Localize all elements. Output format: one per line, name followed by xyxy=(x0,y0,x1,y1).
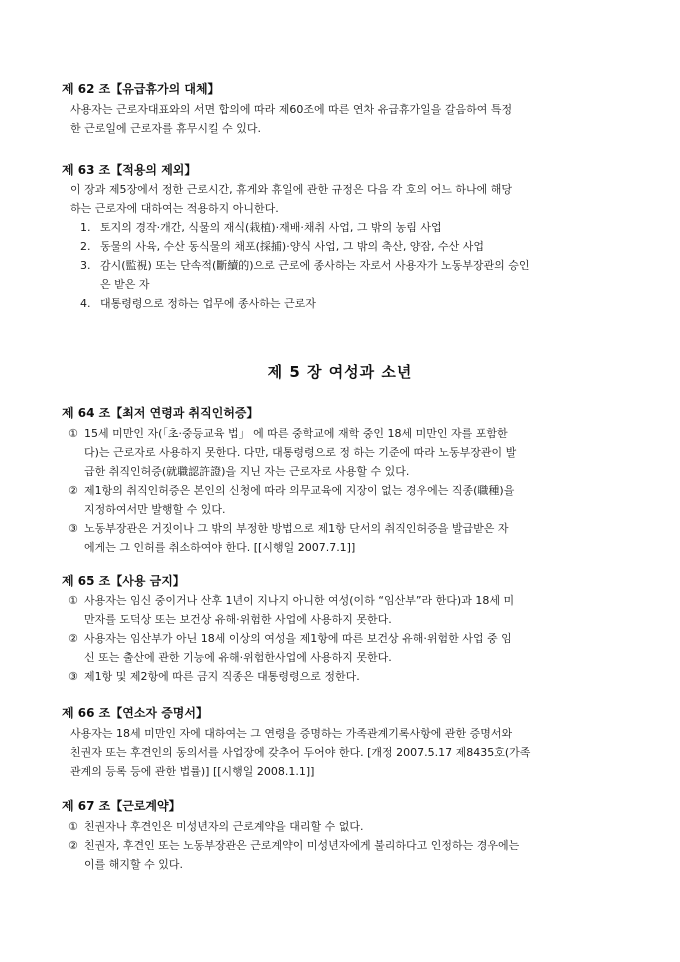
article-heading: 제 65 조【사용 금지】 xyxy=(62,574,185,588)
item-line: 다)는 근로자로 사용하지 못한다. 다만, 대통령령으로 정 하는 기준에 따라 노동부장관이 발 xyxy=(84,446,517,459)
article-heading: 제 64 조【최저 연령과 취직인허증】 xyxy=(62,406,259,420)
article-body xyxy=(70,724,632,781)
item-line: 노동부장관은 거짓이나 그 밖의 부정한 방법으로 제1항 단서의 취직인허증을 발급받은 자 xyxy=(84,522,509,535)
item-number: ② xyxy=(68,484,78,497)
body-line: 한 근로일에 근로자를 휴무시킬 수 있다. xyxy=(70,122,261,135)
item-number: ② xyxy=(68,632,78,645)
item-line: 감시(監視) 또는 단속적(斷續的)으로 근로에 종사하는 자로서 사용자가 노동부장관의 승인 xyxy=(100,259,530,272)
list-item xyxy=(62,294,632,313)
list-item xyxy=(62,817,632,836)
article-67 xyxy=(62,797,632,874)
article-body xyxy=(70,180,632,218)
list-item xyxy=(62,667,632,686)
item-line: 제1항의 취직인허증은 본인의 신청에 따라 의무교육에 지장이 없는 경우에는 직종(職種)을 xyxy=(84,484,515,497)
article-heading: 제 67 조【근로계약】 xyxy=(62,799,181,813)
item-line: 급한 취직인허증(就職認許證)을 지닌 자는 근로자로 사용할 수 있다. xyxy=(84,465,410,478)
chapter-title: 제 5 장 여성과 소년 xyxy=(267,363,413,381)
item-line: 친권자나 후견인은 미성년자의 근로계약을 대리할 수 없다. xyxy=(84,820,364,833)
article-heading: 제 63 조【적용의 제외】 xyxy=(62,163,197,177)
list-item xyxy=(62,629,632,667)
list-item xyxy=(62,836,632,874)
item-line: 친권자, 후견인 또는 노동부장관은 근로계약이 미성년자에게 불리하다고 인정하는 경우에는 xyxy=(84,839,520,852)
article-63 xyxy=(62,161,632,313)
item-line: 사용자는 임산부가 아닌 18세 이상의 여성을 제1항에 따른 보건상 유해·위험한 사업 중 임 xyxy=(84,632,512,645)
body-line: 사용자는 근로자대표와의 서면 합의에 따라 제60조에 따른 연차 유급휴가일을 갈음하여 특정 xyxy=(70,103,513,116)
item-number: ① xyxy=(68,427,78,440)
body-line: 이 장과 제5장에서 정한 근로시간, 휴게와 휴일에 관한 규정은 다음 각 호의 어느 하나에 해당 xyxy=(70,183,512,196)
item-line: 동물의 사육, 수산 동식물의 채포(採捕)·양식 사업, 그 밖의 축산, 양잠, 수산 사업 xyxy=(100,240,485,253)
item-line: 제1항 및 제2항에 따른 금지 직종은 대통령령으로 정한다. xyxy=(84,670,360,683)
list-item xyxy=(62,237,632,256)
item-line: 15세 미만인 자(「초·중등교육 법」 에 따른 중학교에 재학 중인 18세 미만인 자를 포함한 xyxy=(84,427,508,440)
list-item xyxy=(62,218,632,237)
item-number: ① xyxy=(68,820,78,833)
article-64 xyxy=(62,404,632,557)
item-number: 2. xyxy=(80,240,91,253)
item-line: 지정하여서만 발행할 수 있다. xyxy=(84,503,226,516)
item-number: ③ xyxy=(68,670,78,683)
item-line: 은 받은 자 xyxy=(100,278,150,291)
item-line: 대통령령으로 정하는 업무에 종사하는 근로자 xyxy=(100,297,316,310)
list-item xyxy=(62,424,632,481)
article-heading: 제 66 조【연소자 증명서】 xyxy=(62,706,208,720)
item-number: ② xyxy=(68,839,78,852)
item-line: 에게는 그 인허를 취소하여야 한다. [[시행일 2007.7.1]] xyxy=(84,541,356,554)
list-item xyxy=(62,519,632,557)
article-66 xyxy=(62,704,632,781)
item-number: ③ xyxy=(68,522,78,535)
body-line: 사용자는 18세 미만인 자에 대하여는 그 연령을 증명하는 가족관계기록사항에 관한 증명서와 xyxy=(70,727,513,740)
item-line: 토지의 경작·개간, 식물의 재식(栽植)·재배·채취 사업, 그 밖의 농림 사업 xyxy=(100,221,442,234)
item-line: 이를 해지할 수 있다. xyxy=(84,858,183,871)
article-62 xyxy=(62,80,632,138)
body-line: 친권자 또는 후견인의 동의서를 사업장에 갖추어 두어야 한다. [개정 2007.5.17 제8435호(가족 xyxy=(70,746,531,759)
item-line: 신 또는 출산에 관한 기능에 유해·위험한사업에 사용하지 못한다. xyxy=(84,651,392,664)
item-number: 3. xyxy=(80,259,91,272)
list-item xyxy=(62,256,632,294)
list-item xyxy=(62,591,632,629)
article-body xyxy=(70,100,632,138)
article-65 xyxy=(62,572,632,686)
item-number: 4. xyxy=(80,297,91,310)
item-line: 만자를 도덕상 또는 보건상 유해·위험한 사업에 사용하지 못한다. xyxy=(84,613,392,626)
article-heading: 제 62 조【유급휴가의 대체】 xyxy=(62,82,220,96)
list-item xyxy=(62,481,632,519)
item-number: ① xyxy=(68,594,78,607)
item-line: 사용자는 임신 중이거나 산후 1년이 지나지 아니한 여성(이하 “임산부”라 한다)과 18세 미 xyxy=(84,594,515,607)
body-line: 하는 근로자에 대하여는 적용하지 아니한다. xyxy=(70,202,279,215)
body-line: 관계의 등록 등에 관한 법률)] [[시행일 2008.1.1]] xyxy=(70,765,315,778)
item-number: 1. xyxy=(80,221,91,234)
